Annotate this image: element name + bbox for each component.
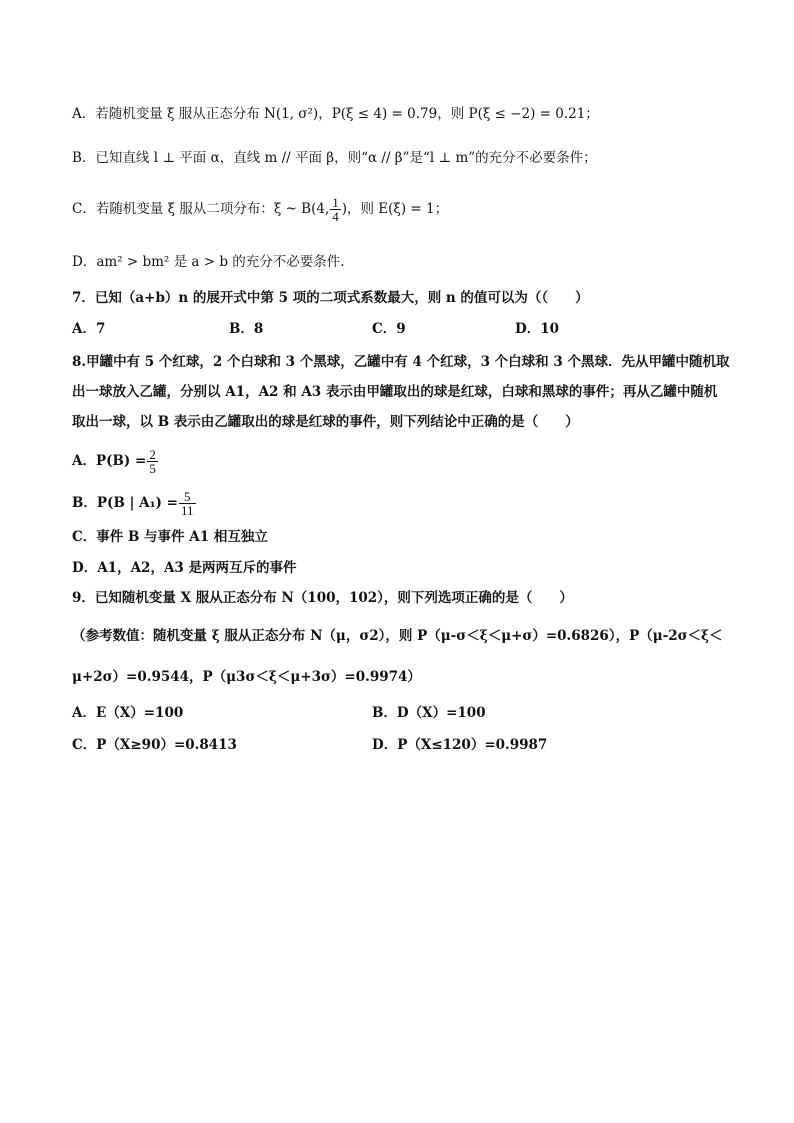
q6-c-frac-numerator: 1 xyxy=(332,195,339,210)
q6-option-c-prefix: C．若随机变量 ξ 服从二项分布：ξ ~ B(4, xyxy=(72,201,330,217)
q9-option-b: B．D（X）=100 xyxy=(372,705,486,721)
q8-option-b-prefix: B．P(B | A₁) = xyxy=(72,495,178,511)
q9-stem: 9．已知随机变量 X 服从正态分布 N（100，102），则下列选项正确的是（ ） xyxy=(72,590,573,606)
q8-b-frac-denominator: 11 xyxy=(180,503,194,518)
q6-option-b: B．已知直线 l ⊥ 平面 α，直线 m // 平面 β，则“α // β”是“l ⊥ m”的充分不必要条件； xyxy=(72,150,597,166)
q6-c-frac-denominator: 4 xyxy=(332,209,339,224)
q9-reference-line-2: μ+2σ）=0.9544，P（μ3σ＜ξ＜μ+3σ）=0.9974） xyxy=(72,669,421,685)
q8-option-a xyxy=(72,448,159,475)
q7-stem: 7．已知（a+b）n 的展开式中第 5 项的二项式系数最大，则 n 的值可以为（（ ） xyxy=(72,290,589,306)
q8-b-frac-numerator: 5 xyxy=(179,490,196,504)
q8-stem-line-1: 8.甲罐中有 5 个红球，2 个白球和 3 个黑球，乙罐中有 4 个红球，3 个白球和 3 个黑球．先从甲罐中随机取 xyxy=(72,354,730,370)
q7-option-b: B．8 xyxy=(229,321,264,337)
q8-stem-line-2: 出一球放入乙罐，分别以 A1，A2 和 A3 表示由甲罐取出的球是红球，白球和黑球的事件；再从乙罐中随机 xyxy=(72,384,718,400)
q8-a-frac-numerator: 2 xyxy=(149,447,156,462)
q7-option-d: D．10 xyxy=(515,321,559,337)
q9-reference-line-1: （参考数值：随机变量 ξ 服从正态分布 N（μ，σ2），则 P（μ-σ＜ξ＜μ+σ）=0.6826），P（μ-2σ＜ξ＜ xyxy=(72,628,723,644)
q6-option-c-suffix: )，则 E(ξ) = 1； xyxy=(341,201,449,217)
q8-a-frac-denominator: 5 xyxy=(149,461,156,476)
q7-option-c: C．9 xyxy=(372,321,406,337)
q8-option-c: C．事件 B 与事件 A1 相互独立 xyxy=(72,529,268,545)
q6-option-c-fraction xyxy=(330,196,341,223)
q9-option-c: C．P（X≥90）=0.8413 xyxy=(72,737,237,753)
q8-option-d: D．A1，A2，A3 是两两互斥的事件 xyxy=(72,560,297,576)
q6-option-c xyxy=(72,196,448,223)
q8-option-a-prefix: A．P(B) = xyxy=(72,453,147,469)
q8-option-b xyxy=(72,490,197,517)
q8-option-b-fraction xyxy=(179,490,196,517)
q9-option-a: A．E（X）=100 xyxy=(72,705,184,721)
q7-option-a: A．7 xyxy=(72,321,106,337)
q6-option-a: A．若随机变量 ξ 服从正态分布 N(1, σ²)，P(ξ ≤ 4) = 0.79，则 P(ξ ≤ −2) = 0.21； xyxy=(72,106,599,122)
q8-stem-line-3: 取出一球，以 B 表示由乙罐取出的球是红球的事件，则下列结论中正确的是（ ） xyxy=(72,414,579,430)
q6-option-d: D．am² > bm² 是 a > b 的充分不必要条件. xyxy=(72,254,345,270)
q8-option-a-fraction xyxy=(147,448,158,475)
q9-option-d: D．P（X≤120）=0.9987 xyxy=(372,737,548,753)
